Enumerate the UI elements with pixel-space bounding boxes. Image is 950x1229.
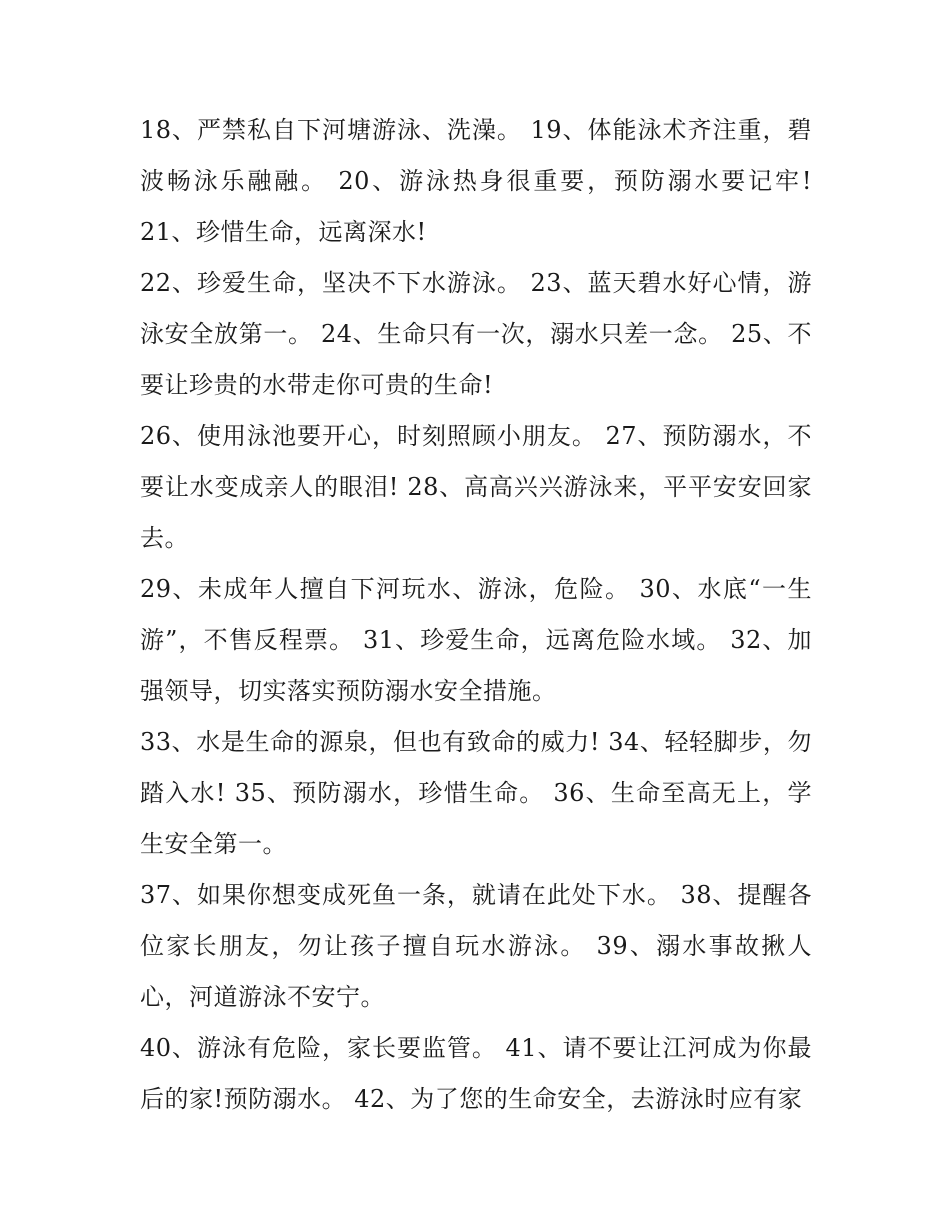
paragraph-40-42: 40、游泳有危险，家长要监管。 41、请不要让江河成为你最后的家!预防溺水。 42、为了您的生命安全，去游泳时应有家 <box>140 1034 812 1113</box>
document-body <box>140 105 812 1125</box>
paragraph-33-36: 33、水是生命的源泉，但也有致命的威力! 34、轻轻脚步，勿踏入水! 35、预防溺水，珍惜生命。 36、生命至高无上，学生安全第一。 <box>140 728 812 858</box>
paragraph-26-28: 26、使用泳池要开心，时刻照顾小朋友。 27、预防溺水，不要让水变成亲人的眼泪! 28、高高兴兴游泳来，平平安安回家去。 <box>140 422 812 552</box>
paragraph-22-25: 22、珍爱生命，坚决不下水游泳。 23、蓝天碧水好心情，游泳安全放第一。 24、生命只有一次，溺水只差一念。 25、不要让珍贵的水带走你可贵的生命! <box>140 269 812 399</box>
paragraph-29-32: 29、未成年人擅自下河玩水、游泳，危险。 30、水底“一生游”，不售反程票。 31、珍爱生命，远离危险水域。 32、加强领导，切实落实预防溺水安全措施。 <box>140 575 812 705</box>
paragraph-18-21: 18、严禁私自下河塘游泳、洗澡。 19、体能泳术齐注重，碧波畅泳乐融融。 20、游泳热身很重要，预防溺水要记牢! 21、珍惜生命，远离深水! <box>140 116 812 246</box>
paragraph-37-39: 37、如果你想变成死鱼一条，就请在此处下水。 38、提醒各位家长朋友，勿让孩子擅自玩水游泳。 39、溺水事故揪人心，河道游泳不安宁。 <box>140 881 812 1011</box>
